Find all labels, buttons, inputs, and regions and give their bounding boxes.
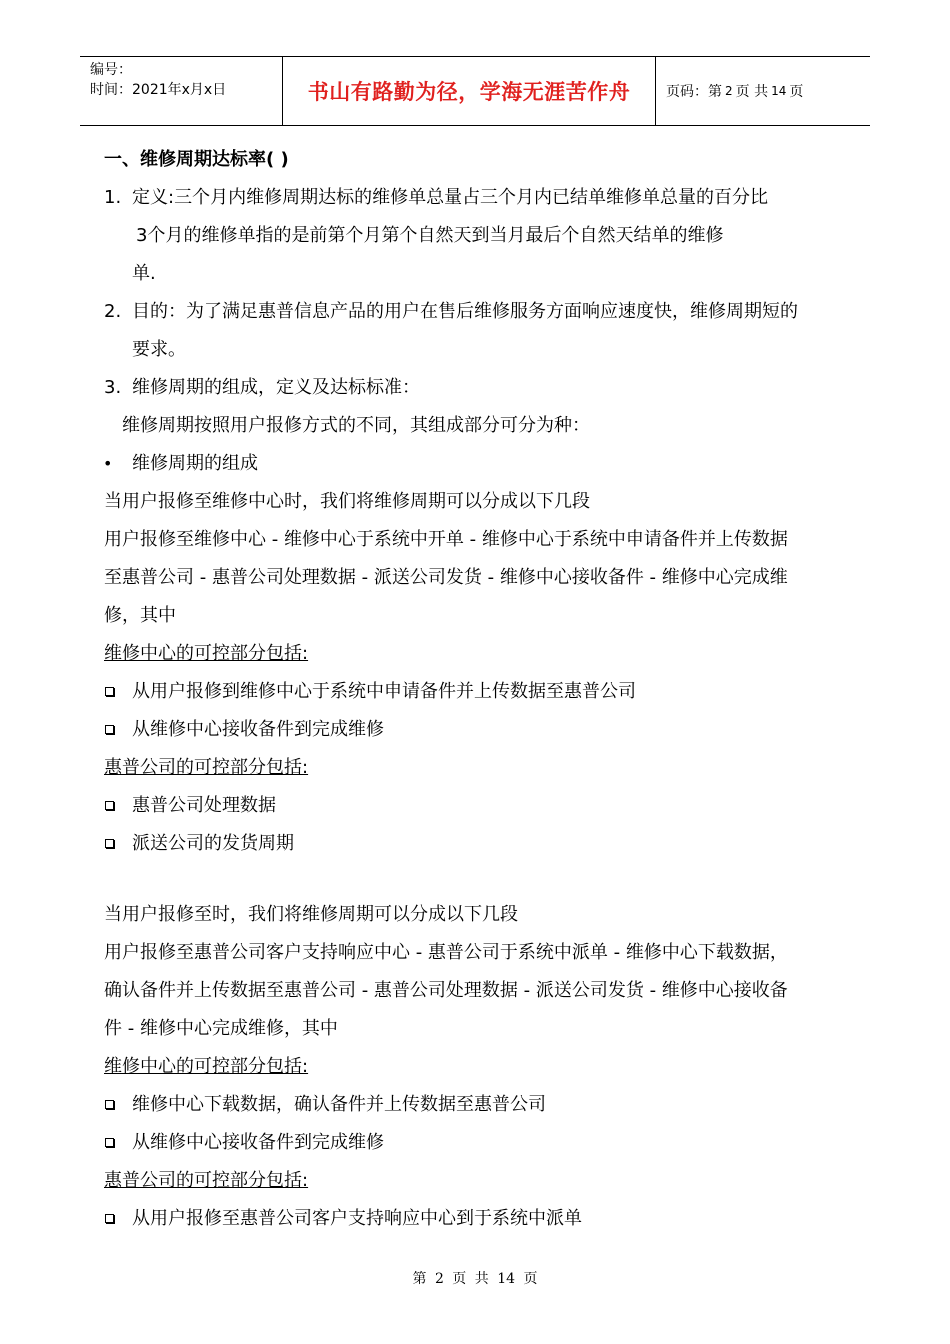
heading-hp-control-1: 惠普公司的可控部分包括: — [104, 757, 309, 778]
item-1-continuation-2: 单. — [132, 263, 156, 284]
heading-center-control-2: 维修中心的可控部分包括: — [104, 1056, 309, 1077]
center-control-2-item-1: 维修中心下载数据，确认备件并上传数据至惠普公司 — [132, 1094, 546, 1115]
paragraph-3: 当用户报修至时，我们将维修周期可以分成以下几段 — [104, 904, 518, 925]
page-prefix: 页码：第 — [666, 84, 722, 100]
header-motto: 书山有路勤为径，学海无涯苦作舟 — [283, 57, 656, 125]
page-header — [80, 56, 870, 126]
page-total: 14 — [771, 84, 787, 98]
serial-label: 编号： — [90, 62, 132, 78]
paragraph-4-line-1: 用户报修至惠普公司客户支持响应中心 - 惠普公司于系统中派单 - 维修中心下载数据， — [104, 942, 788, 963]
page-mid: 页 共 — [735, 84, 769, 100]
header-meta — [80, 57, 283, 125]
item-2-text: 目的：为了满足惠普信息产品的用户在售后维修服务方面响应速度快，维修周期短的 — [132, 301, 798, 322]
checkbox-square-icon — [105, 1100, 114, 1109]
checkbox-square-icon — [105, 725, 114, 734]
checkbox-square-icon — [105, 1138, 114, 1147]
hp-control-1-item-2: 派送公司的发货周期 — [132, 833, 294, 854]
heading-center-control-1: 维修中心的可控部分包括: — [104, 643, 309, 664]
page-footer: 第 2 页 共 14 页 — [412, 1271, 538, 1287]
center-control-1-item-1: 从用户报修到维修中心于系统中申请备件并上传数据至惠普公司 — [132, 681, 636, 702]
paragraph-2-line-3: 修，其中 — [104, 605, 176, 626]
hp-control-1-item-1: 惠普公司处理数据 — [132, 795, 276, 816]
paragraph-2-line-2: 至惠普公司 - 惠普公司处理数据 - 派送公司发货 - 维修中心接收备件 - 维修中心完成维 — [104, 567, 788, 588]
item-3-text: 维修周期的组成，定义及达标标准： — [132, 377, 420, 398]
time-label: 时间：2021年x月x日 — [90, 82, 227, 98]
checkbox-square-icon — [105, 687, 114, 696]
paragraph-4-line-3: 件 - 维修中心完成维修，其中 — [104, 1018, 338, 1039]
paragraph-2-line-1: 用户报修至维修中心 - 维修中心于系统中开单 - 维修中心于系统中申请备件并上传数据 — [104, 529, 788, 550]
item-1-text: 定义:三个月内维修周期达标的维修单总量占三个月内已结单维修单总量的百分比 — [132, 187, 769, 208]
item-2-number: 2. — [104, 301, 122, 322]
item-1-number: 1. — [104, 187, 122, 208]
header-page-number — [656, 57, 870, 125]
heading-hp-control-2: 惠普公司的可控部分包括: — [104, 1170, 309, 1191]
item-3-sub: 维修周期按照用户报修方式的不同，其组成部分可分为种： — [122, 415, 590, 436]
page-no: 2 — [725, 84, 733, 98]
item-2-continuation: 要求。 — [132, 339, 186, 360]
section-title: 一、维修周期达标率( ) — [104, 149, 289, 170]
center-control-2-item-2: 从维修中心接收备件到完成维修 — [132, 1132, 384, 1153]
item-3 — [104, 376, 420, 400]
center-control-1-item-2: 从维修中心接收备件到完成维修 — [132, 719, 384, 740]
bullet-dot-icon: • — [103, 454, 113, 473]
checkbox-square-icon — [105, 1214, 114, 1223]
item-1 — [104, 186, 768, 210]
checkbox-square-icon — [105, 801, 114, 810]
item-2 — [104, 300, 798, 324]
paragraph-1: 当用户报修至维修中心时，我们将维修周期可以分成以下几段 — [104, 491, 590, 512]
checkbox-square-icon — [105, 839, 114, 848]
hp-control-2-item-1: 从用户报修至惠普公司客户支持响应中心到于系统中派单 — [132, 1208, 582, 1229]
item-1-continuation: 3个月的维修单指的是前第个月第个自然天到当月最后个自然天结单的维修 — [136, 225, 724, 246]
item-3-number: 3. — [104, 377, 122, 398]
page-suffix: 页 — [789, 84, 804, 100]
paragraph-4-line-2: 确认备件并上传数据至惠普公司 - 惠普公司处理数据 - 派送公司发货 - 维修中心接收备 — [104, 980, 788, 1001]
bullet-composition: 维修周期的组成 — [132, 453, 258, 474]
